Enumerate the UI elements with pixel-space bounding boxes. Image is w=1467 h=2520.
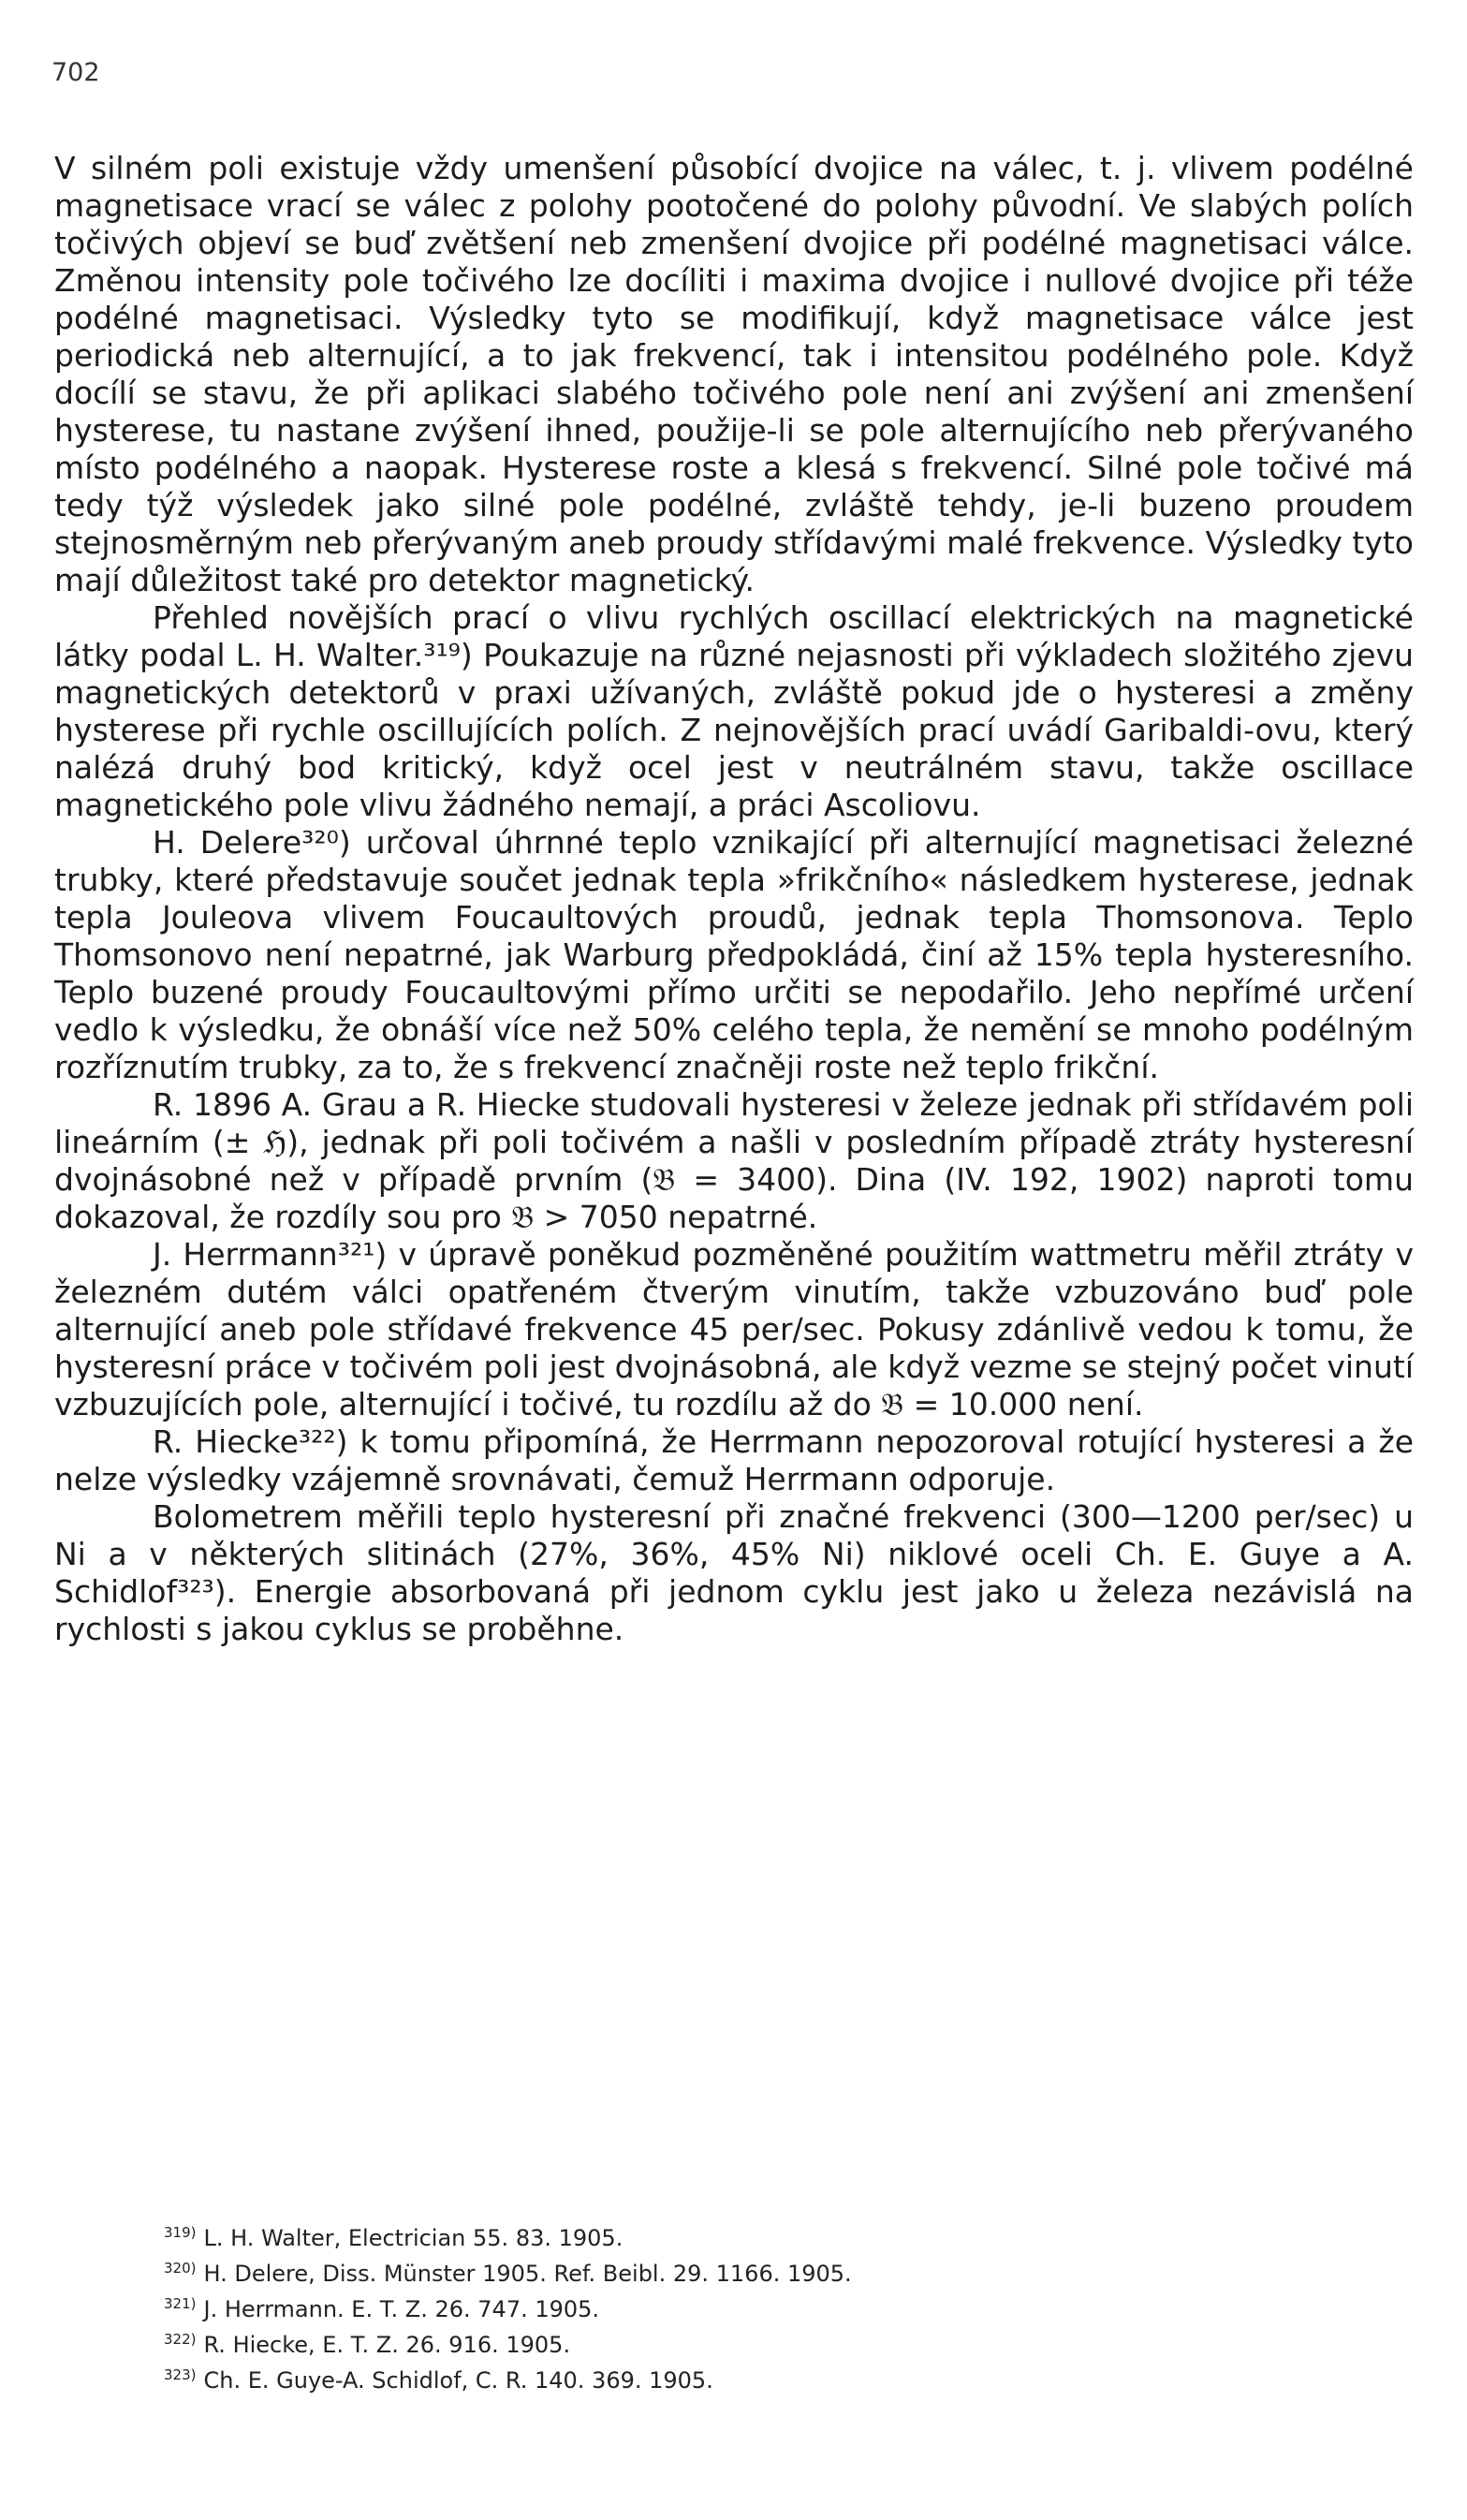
footnote-323 [164,2360,1334,2395]
footnote-text: J. Herrmann. E. T. Z. 26. 747. 1905. [203,2296,600,2322]
paragraph-delere: H. Delere³²⁰) určoval úhrnné teplo vznikající při alternující magnetisaci železné trubky, které představuje součet jednak tepla »frikčního« následkem hysterese, jednak tepla Jouleova vlivem Foucaultových proudů, jednak tepla Thomsonova. Teplo Thomsonovo není nepatrné, jak Warburg předpokládá, činí až 15% tepla hysteresního. Teplo buzené proudy Foucaultovými přímo určiti se nepodařilo. Jeho nepřímé určení vedlo k výsledku, že obnáší více než 50% celého tepla, že nemění se mnoho podélným rozříznutím trubky, za to, že s frekvencí značněji roste než teplo frikční. [54,824,1414,1085]
footnote-320 [164,2253,1334,2289]
footnote-text: L. H. Walter, Electrician 55. 83. 1905. [203,2225,623,2251]
footnote-text: H. Delere, Diss. Münster 1905. Ref. Beibl. 29. 1166. 1905. [203,2261,852,2287]
footnote-text: R. Hiecke, E. T. Z. 26. 916. 1905. [203,2332,571,2358]
paragraph-walter: Přehled novějších prací o vlivu rychlých oscillací elektrických na magnetické látky podal L. H. Walter.³¹⁹) Poukazuje na různé nejasnosti při výkladech složitého zjevu magnetických detektorů v praxi užívaných, zvláště pokud jde o hysteresi a změny hysterese při rychle oscillujících polích. Z nejnovějších prací uvádí Garibaldi-ovu, který nalézá druhý bod kritický, když ocel jest v neutrálném stavu, takže oscillace magnetického pole vlivu žádného nemají, a práci Ascoliovu. [54,599,1414,823]
paragraph-hiecke-reply: R. Hiecke³²²) k tomu připomíná, že Herrmann nepozoroval rotující hysteresi a že nelze výsledky vzájemně srovnávati, čemuž Herrmann odporuje. [54,1423,1414,1497]
page-number: 702 [51,58,100,87]
paragraph-herrmann: J. Herrmann³²¹) v úpravě poněkud pozměněné použitím wattmetru měřil ztráty v železném dutém válci opatřeném čtverým vinutím, takže vzbuzováno buď pole alternující aneb pole střídavé frekvence 45 per/sec. Pokusy zdánlivě vedou k tomu, že hysteresní práce v točivém poli jest dvojnásobná, ale když vezme se stejný počet vinutí vzbuzujících pole, alternující i točivé, tu rozdílu až do 𝔅 = 10.000 není. [54,1236,1414,1422]
footnote-321 [164,2289,1334,2324]
footnote-322 [164,2324,1334,2360]
footnote-mark: 319) [164,2224,197,2241]
footnotes [164,2218,1334,2395]
footnote-mark: 320) [164,2260,197,2277]
body-text [54,150,1414,1648]
footnote-text: Ch. E. Guye-A. Schidlof, C. R. 140. 369. 1905. [203,2367,713,2394]
footnote-319 [164,2218,1334,2253]
paragraph-grau-hiecke: R. 1896 A. Grau a R. Hiecke studovali hysteresi v železe jednak při střídavém poli lineárním (± ℌ), jednak při poli točivém a našli v posledním případě ztráty hysteresní dvojnásobné než v případě prvním (𝔅 = 3400). Dina (IV. 192, 1902) naproti tomu dokazoval, že rozdíly sou pro 𝔅 > 7050 nepatrné. [54,1086,1414,1235]
paragraph-rotating-field: V silném poli existuje vždy umenšení působící dvojice na válec, t. j. vlivem podélné magnetisace vrací se válec z polohy pootočené do polohy původní. Ve slabých polích točivých objeví se buď zvětšení neb zmenšení dvojice při podélné magnetisaci válce. Změnou intensity pole točivého lze docíliti i maxima dvojice i nullové dvojice při téže podélné magnetisaci. Výsledky tyto se modifikují, když magnetisace válce jest periodická neb alternující, a to jak frekvencí, tak i intensitou podélného pole. Když docílí se stavu, že při aplikaci slabého točivého pole není ani zvýšení ani zmenšení hysterese, tu nastane zvýšení ihned, použije-li se pole alternujícího neb přerývaného místo podélného a naopak. Hysterese roste a klesá s frekvencí. Silné pole točivé má tedy týž výsledek jako silné pole podélné, zvláště tehdy, je-li buzeno proudem stejnosměrným neb přerývaným aneb proudy střídavými malé frekvence. Výsledky tyto mají důležitost také pro detektor magnetický. [54,150,1414,598]
footnote-mark: 322) [164,2331,197,2348]
paragraph-bolometer: Bolometrem měřili teplo hysteresní při značné frekvenci (300—1200 per/sec) u Ni a v některých slitinách (27%, 36%, 45% Ni) niklové oceli Ch. E. Guye a A. Schidlof³²³). Energie absorbovaná při jednom cyklu jest jako u železa nezávislá na rychlosti s jakou cyklus se proběhne. [54,1498,1414,1647]
footnote-mark: 323) [164,2366,197,2383]
footnote-mark: 321) [164,2295,197,2312]
